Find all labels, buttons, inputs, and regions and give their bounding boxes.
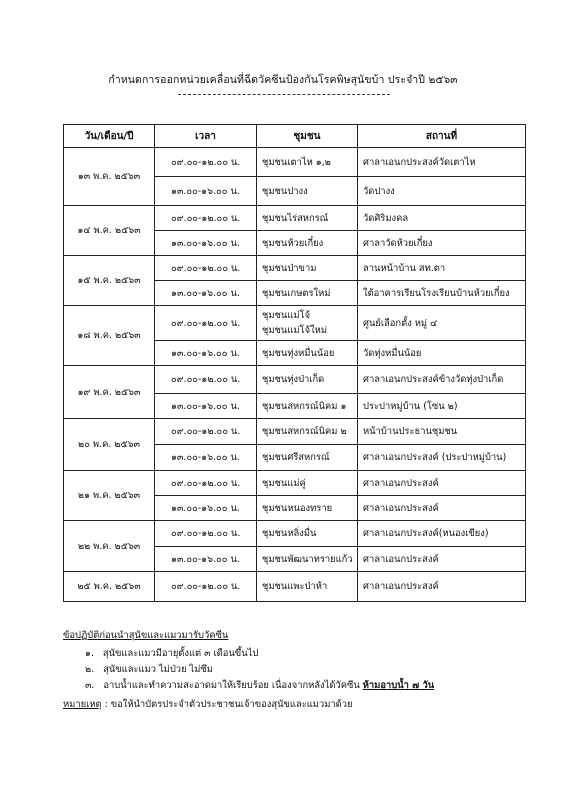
time-cell: ๑๓.๐๐-๑๖.๐๐ น. (155, 341, 257, 366)
time-cell: ๑๓.๐๐-๑๖.๐๐ น. (155, 445, 257, 471)
note-number: ๓. (85, 680, 95, 691)
table-row (64, 206, 526, 231)
community-name: ชุมชนทุ่งหมื่นน้อย (262, 347, 335, 359)
time-cell: ๐๙.๐๐-๑๒.๐๐ น. (155, 148, 257, 177)
time-cell: ๑๓.๐๐-๑๖.๐๐ น. (155, 496, 257, 521)
place-cell: ศาลาเอนกประสงค์ (358, 572, 526, 602)
community-name: ชุมชนสหกรณ์นิคม ๒ (262, 426, 347, 437)
table-row (64, 256, 526, 281)
place-cell: ศาลาเอนกประสงค์ (ประปาหมู่บ้าน) (358, 445, 526, 471)
place-cell: ศูนย์เลือกตั้ง หมู่ ๔ (358, 306, 526, 341)
community-name: ชุมชนแม่คู่ (262, 477, 306, 489)
time-cell: ๐๙.๐๐-๑๒.๐๐ น. (155, 572, 257, 602)
date-cell: ๑๙ พ.ค. ๒๕๖๓ (64, 366, 155, 419)
table-row (64, 572, 526, 602)
time-cell: ๐๙.๐๐-๑๒.๐๐ น. (155, 521, 257, 547)
table-row (64, 148, 526, 177)
date-cell: ๒๑ พ.ค. ๒๕๖๓ (64, 471, 155, 521)
community-cell (257, 177, 358, 206)
header-community: ชุมชน (257, 125, 358, 148)
table-header-row (64, 125, 526, 148)
community-cell (257, 341, 358, 366)
community-cell (257, 366, 358, 394)
schedule-table (63, 124, 526, 602)
community-name: ชุมชนเตาไห ๑,๒ (262, 156, 331, 168)
table-row (64, 419, 526, 445)
community-cell (257, 256, 358, 281)
time-cell: ๑๓.๐๐-๑๖.๐๐ น. (155, 231, 257, 256)
note-number: ๒. (85, 664, 95, 675)
notes-heading: ข้อปฏิบัติก่อนนำสุนัขและแมวมารับวัคซีน (63, 630, 229, 641)
community-name: ชุมชนปางง (262, 185, 308, 197)
note-warning: ห้ามอาบน้ำ ๗ วัน (362, 680, 435, 691)
place-cell: ศาลาเอนกประสงค์ข้างวัดทุ่งป่าเก็ด (358, 366, 526, 394)
date-cell: ๑๔ พ.ค. ๒๕๖๓ (64, 206, 155, 256)
community-cell (257, 445, 358, 471)
place-cell: ใต้อาคารเรียนโรงเรียนบ้านห้วยเกี๋ยง (358, 281, 526, 306)
place-cell: ศาลาเอนกประสงค์ (358, 471, 526, 496)
community-name: ชุมชนพัฒนาทรายแก้ว (262, 553, 353, 565)
note-item (63, 678, 533, 694)
page-title: กำหนดการออกหน่วยเคลื่อนที่ฉีดวัคซีนป้องกันโรคพิษสุนัขบ้า ประจำปี ๒๕๖๓ (108, 74, 458, 86)
place-cell: หน้าบ้านประธานชุมชน (358, 419, 526, 445)
place-cell: ประปาหมู่บ้าน (โซน ๒) (358, 394, 526, 419)
remark-text: : ขอให้นำบัตรประจำตัวประชาชนเจ้าของสุนัขและแมวมาด้วย (101, 699, 353, 710)
date-cell: ๑๕ พ.ค. ๒๕๖๓ (64, 256, 155, 306)
time-cell: ๐๙.๐๐-๑๒.๐๐ น. (155, 366, 257, 394)
community-name: ชุมชนแพะป่าห้า (262, 581, 328, 592)
time-cell: ๐๙.๐๐-๑๒.๐๐ น. (155, 471, 257, 496)
time-cell: ๐๙.๐๐-๑๒.๐๐ น. (155, 256, 257, 281)
time-cell: ๑๓.๐๐-๑๖.๐๐ น. (155, 394, 257, 419)
header-place: สถานที่ (358, 125, 526, 148)
date-cell: ๒๒ พ.ค. ๒๕๖๓ (64, 521, 155, 572)
table-row (64, 521, 526, 547)
place-cell: วัดปางง (358, 177, 526, 206)
place-cell: ศาลาเอนกประสงค์(หนองเขียง) (358, 521, 526, 547)
community-name: ชุมชนศรีสหกรณ์ (262, 452, 330, 463)
title-underline (178, 94, 390, 95)
community-name: ชุมชนแม่โจ้ (262, 310, 311, 321)
community-cell (257, 306, 358, 341)
community-name: ชุมชนห้วยเกี๋ยง (262, 237, 324, 249)
community-name: ชุมชนทุ่งป่าเก็ด (262, 374, 325, 385)
community-cell (257, 547, 358, 572)
place-cell: วัดทุ่งหมื่นน้อย (358, 341, 526, 366)
table-row (64, 306, 526, 341)
table-row (64, 366, 526, 394)
community-cell (257, 521, 358, 547)
community-cell (257, 496, 358, 521)
date-cell: ๑๘ พ.ค. ๒๕๖๓ (64, 306, 155, 366)
place-cell: วัดศิริมงคล (358, 206, 526, 231)
remark (63, 697, 353, 712)
community-name: ชุมชนหลิ่งมื่น (262, 528, 317, 539)
note-text: อาบน้ำและทำความสะอาดมาให้เรียบร้อย เนื่องจากหลังได้วัคซีน (103, 680, 363, 691)
time-cell: ๐๙.๐๐-๑๒.๐๐ น. (155, 206, 257, 231)
community-name: ชุมชนหนองทราย (262, 502, 333, 514)
place-cell: ศาลาเอนกประสงค์ (358, 547, 526, 572)
place-cell: ศาลาเอนกประสงค์วัดเตาไห (358, 148, 526, 177)
community-cell (257, 206, 358, 231)
header-date: วัน/เดือน/ปี (64, 125, 155, 148)
time-cell: ๐๙.๐๐-๑๒.๐๐ น. (155, 306, 257, 341)
place-cell: ศาลาวัดห้วยเกี๋ยง (358, 231, 526, 256)
time-cell: ๑๓.๐๐-๑๖.๐๐ น. (155, 281, 257, 306)
community-cell (257, 231, 358, 256)
community-cell (257, 281, 358, 306)
community-name: ชุมชนไร่สหกรณ์ (262, 212, 329, 224)
note-item (63, 662, 533, 678)
date-cell: ๑๓ พ.ค. ๒๕๖๓ (64, 148, 155, 206)
community-cell (257, 471, 358, 496)
time-cell: ๑๓.๐๐-๑๖.๐๐ น. (155, 547, 257, 572)
community-cell (257, 148, 358, 177)
time-cell: ๑๓.๐๐-๑๖.๐๐ น. (155, 177, 257, 206)
notes-section (63, 628, 533, 694)
community-name-secondary: ชุมชนแม่โจ้ใหม่ (262, 325, 328, 336)
place-cell: ศาลาเอนกประสงค์ (358, 496, 526, 521)
table-row (64, 471, 526, 496)
time-cell: ๐๙.๐๐-๑๒.๐๐ น. (155, 419, 257, 445)
header-time: เวลา (155, 125, 257, 148)
note-number: ๑. (85, 648, 94, 659)
remark-label: หมายเหตุ (63, 699, 102, 710)
note-text: สุนัขและแมวมีอายุตั้งแต่ ๓ เดือนขึ้นไป (102, 648, 259, 659)
note-text: สุนัขและแมว ไม่ป่วย ไม่ซึม (103, 664, 213, 675)
place-cell: ลานหน้าบ้าน สท.ตา (358, 256, 526, 281)
community-name: ชุมชนป่าขาม (262, 262, 317, 274)
community-name: ชุมชนเกษตรใหม่ (262, 287, 331, 299)
date-cell: ๒๐ พ.ค. ๒๕๖๓ (64, 419, 155, 471)
community-cell (257, 419, 358, 445)
community-name: ชุมชนสหกรณ์นิคม ๑ (262, 400, 347, 412)
note-item (63, 646, 533, 662)
community-cell (257, 394, 358, 419)
community-cell (257, 572, 358, 602)
date-cell: ๒๕ พ.ค. ๒๕๖๓ (64, 572, 155, 602)
